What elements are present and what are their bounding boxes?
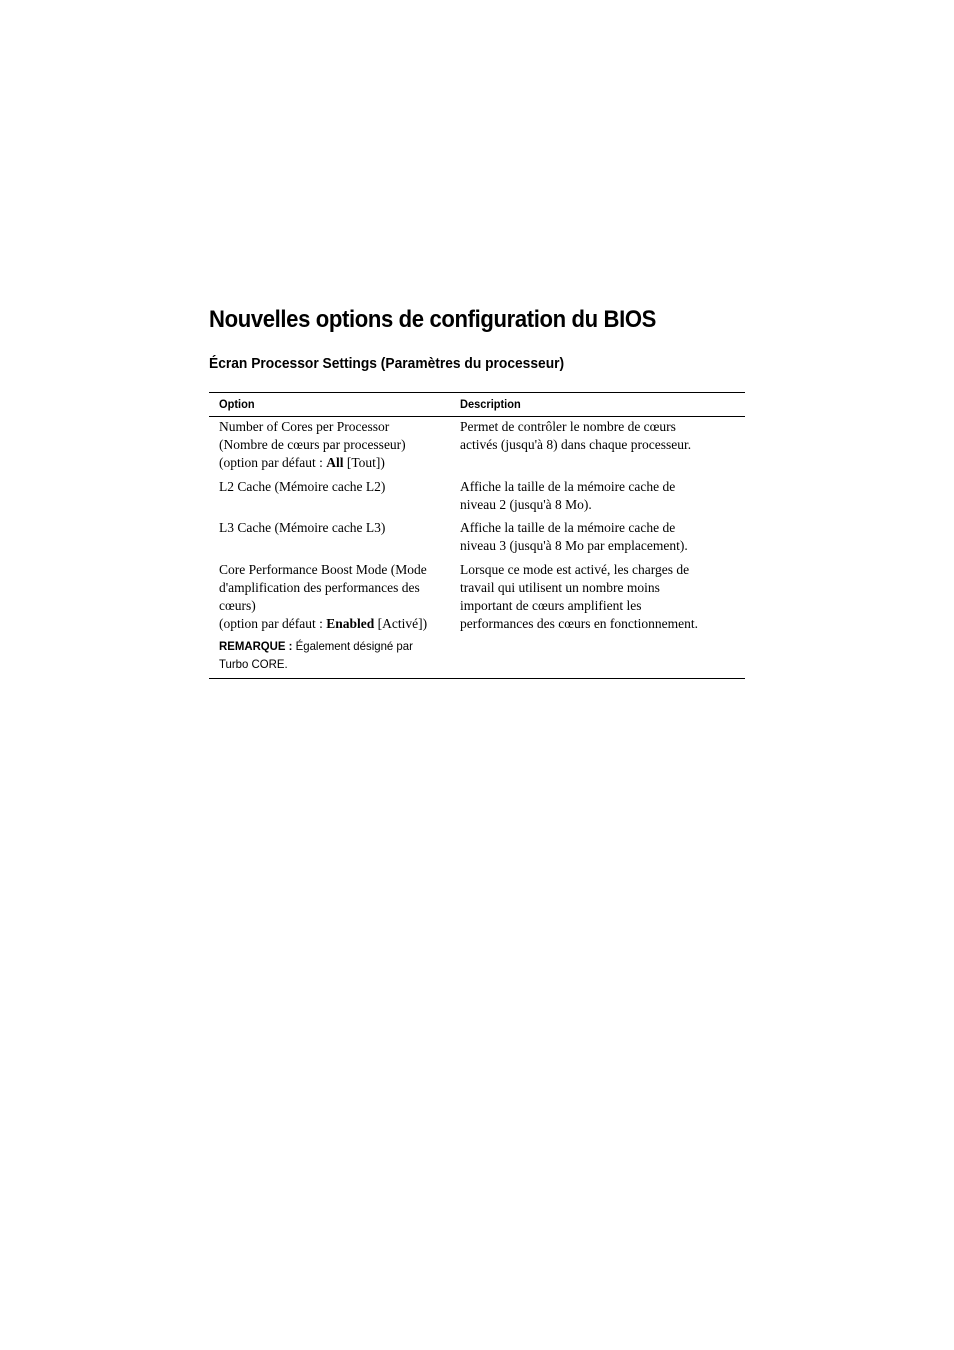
section-heading: Écran Processor Settings (Paramètres du processeur)	[209, 355, 565, 372]
table-row-description: Lorsque ce mode est activé, les charges de travail qui utilisent un nombre moins important de cœurs amplifient les performances des cœurs en fonctionnement.	[460, 562, 699, 631]
column-header-description: Description	[460, 397, 521, 411]
option-default-tail: [Tout])	[343, 455, 385, 470]
option-default-tail: [Activé])	[374, 616, 428, 631]
table-row-option: L2 Cache (Mémoire cache L2)	[219, 479, 386, 494]
note-label: REMARQUE :	[219, 639, 293, 653]
table-row-option: L3 Cache (Mémoire cache L3)	[219, 520, 386, 535]
table-header-rule	[209, 416, 745, 417]
option-text: Number of Cores per Processor (Nombre de cœurs par processeur) (option par défaut :	[219, 419, 406, 470]
table-row-description: Affiche la taille de la mémoire cache de niveau 3 (jusqu'à 8 Mo par emplacement).	[460, 520, 688, 553]
note-text	[219, 637, 443, 673]
table-row-option	[219, 418, 455, 472]
option-default-value: Enabled	[326, 616, 375, 631]
option-text: Core Performance Boost Mode (Mode d'amplification des performances des cœurs) (option par défaut :	[219, 562, 427, 631]
table-row-description: Permet de contrôler le nombre de cœurs activés (jusqu'à 8) dans chaque processeur.	[460, 419, 692, 452]
note-body: Également désigné par Turbo CORE.	[219, 639, 413, 671]
table-row-option	[219, 561, 455, 633]
page-title: Nouvelles options de configuration du BIOS	[209, 306, 657, 333]
table-row-description: Affiche la taille de la mémoire cache de niveau 2 (jusqu'à 8 Mo).	[460, 479, 676, 512]
option-default-value: All	[326, 455, 344, 470]
column-header-option: Option	[219, 397, 255, 411]
table-bottom-rule	[209, 678, 745, 679]
table-top-rule	[209, 392, 745, 393]
